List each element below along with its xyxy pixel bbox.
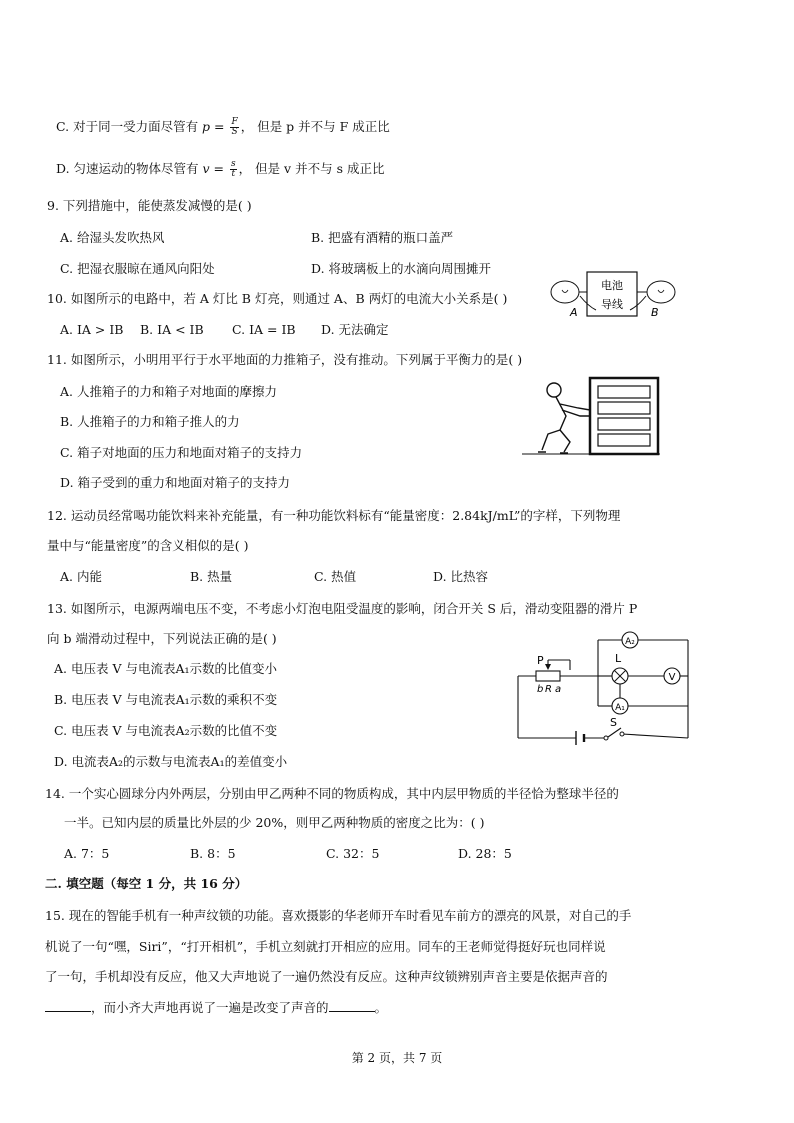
q13-circuit-figure [510, 626, 695, 750]
q15-blank-2[interactable] [329, 999, 375, 1012]
q9-option-c: C. 把湿衣服晾在通风向阳处 [60, 261, 215, 276]
battery-label: 电池 [601, 279, 623, 292]
label-b: b [537, 684, 544, 695]
q8-d-suffix: ， 但是 v 并不与 s 成正比 [238, 161, 385, 176]
q15-line4-end: 。 [374, 1000, 388, 1015]
q13-stem-line2: 向 b 端滑动过程中，下列说法正确的是( ) [47, 631, 277, 646]
person-pushing-icon [538, 383, 590, 453]
rheostat-icon [536, 671, 560, 681]
q9-option-b: B. 把盛有酒精的瓶口盖严 [311, 230, 454, 245]
q9-stem: 9. 下列措施中，能使蒸发减慢的是( ) [47, 198, 252, 213]
q9-option-a: A. 给湿头发吹热风 [60, 230, 165, 245]
label-v: V [668, 672, 676, 683]
q14-option-b: B. 8：5 [190, 846, 236, 861]
q12-stem-line1: 12. 运动员经常喝功能饮料来补充能量，有一种功能饮料标有“能量密度：2.84kJ/mL”的字样，下列物理 [47, 508, 621, 523]
lamp-a-label: A [570, 306, 578, 319]
q12-option-c: C. 热值 [314, 569, 357, 584]
q13-option-c: C. 电压表 V 与电流表A₂示数的比值不变 [54, 723, 278, 738]
q10-option-a: A. IA > IB [60, 322, 124, 337]
q15-line2: 机说了一句“嘿，Siri”，“打开相机”，手机立刻就打开相应的应用。同车的王老师觉得挺好玩也同样说 [45, 939, 606, 954]
q9-option-d: D. 将玻璃板上的水滴向周围摊开 [311, 261, 492, 276]
label-s: S [610, 716, 617, 729]
q13-option-a: A. 电压表 V 与电流表A₁示数的比值变小 [54, 661, 277, 676]
q8-c-numerator: F [231, 117, 238, 127]
q13-option-b: B. 电压表 V 与电流表A₁示数的乘积不变 [54, 692, 278, 707]
q8-c-eq: = [210, 119, 229, 134]
q13-option-d: D. 电流表A₂的示数与电流表A₁的差值变小 [54, 754, 288, 769]
q15-line1: 15. 现在的智能手机有一种声纹锁的功能。喜欢摄影的华老师开车时看见车前方的漂亮的风景，对自己的手 [45, 908, 632, 923]
q11-stem: 11. 如图所示，小明用平行于水平地面的力推箱子，没有推动。下列属于平衡力的是( ) [47, 352, 523, 367]
q8-option-c [56, 118, 390, 137]
q12-option-a: A. 内能 [60, 569, 102, 584]
q14-stem-line1: 14. 一个实心圆球分内外两层，分别由甲乙两种不同的物质构成，其中内层甲物质的半径恰为整球半径的 [45, 786, 619, 801]
q10-option-b: B. IA < IB [140, 322, 204, 337]
q14-option-a: A. 7：5 [64, 846, 110, 861]
lamp-a-icon [551, 281, 579, 303]
q8-c-fraction [230, 118, 238, 137]
q15-line3: 了一句，手机却没有反应，他又大声地说了一遍仍然没有反应。这种声纹锁辨别声音主要是依据声音的 [45, 969, 608, 984]
q10-circuit-figure [540, 268, 690, 328]
q8-c-denominator: S [231, 127, 238, 137]
lamp-b-label: B [651, 306, 659, 319]
label-l: L [615, 652, 622, 665]
label-a2: A₂ [625, 637, 635, 647]
q11-option-c: C. 箱子对地面的压力和地面对箱子的支持力 [60, 445, 303, 460]
q15-line4-text: ，而小齐大声地再说了一遍是改变了声音的 [91, 1000, 329, 1015]
label-a: a [555, 684, 562, 695]
q8-c-suffix: ， 但是 p 并不与 F 成正比 [240, 119, 390, 134]
label-p: P [537, 654, 544, 667]
label-a1: A₁ [615, 703, 625, 713]
q11-option-a: A. 人推箱子的力和箱子对地面的摩擦力 [60, 384, 277, 399]
q12-stem-line2: 量中与“能量密度”的含义相似的是( ) [47, 538, 249, 553]
box-icon [590, 378, 658, 454]
q8-option-d [56, 160, 384, 179]
label-r: R [545, 684, 552, 695]
q8-d-numerator: s [230, 159, 236, 169]
q14-stem-line2: 一半。已知内层的质量比外层的少 20%，则甲乙两种物质的密度之比为：( ) [64, 815, 485, 830]
q8-d-prefix: D. 匀速运动的物体尽管有 [56, 161, 203, 176]
q11-push-box-figure [520, 372, 670, 462]
q10-option-d: D. 无法确定 [321, 322, 389, 337]
section-two-heading: 二. 填空题（每空 1 分，共 16 分） [45, 876, 248, 891]
q10-option-c: C. IA = IB [232, 322, 296, 337]
q8-d-var: v [202, 161, 210, 176]
switch-icon [608, 728, 621, 737]
q15-line4 [45, 999, 387, 1016]
q11-option-b: B. 人推箱子的力和箱子推人的力 [60, 414, 240, 429]
q8-c-var: p [202, 119, 211, 134]
wire-label: 导线 [601, 298, 623, 311]
q12-option-d: D. 比热容 [433, 569, 489, 584]
q8-d-fraction [230, 160, 237, 179]
q13-stem-line1: 13. 如图所示，电源两端电压不变，不考虑小灯泡电阻受温度的影响，闭合开关 S 后，滑动变阻器的滑片 P [47, 601, 638, 616]
q15-blank-1[interactable] [45, 999, 91, 1012]
q8-d-eq: = [209, 161, 228, 176]
q8-c-prefix: C. 对于同一受力面尽管有 [56, 119, 203, 134]
q8-d-denominator: t [231, 169, 236, 179]
q12-option-b: B. 热量 [190, 569, 233, 584]
q14-option-c: C. 32：5 [326, 846, 380, 861]
q14-option-d: D. 28：5 [458, 846, 512, 861]
q11-option-d: D. 箱子受到的重力和地面对箱子的支持力 [60, 475, 291, 490]
lamp-b-icon [647, 281, 675, 303]
page-footer: 第 2 页，共 7 页 [351, 1051, 443, 1065]
q10-stem: 10. 如图所示的电路中，若 A 灯比 B 灯亮，则通过 A、B 两灯的电流大小关系是( ) [47, 291, 508, 306]
